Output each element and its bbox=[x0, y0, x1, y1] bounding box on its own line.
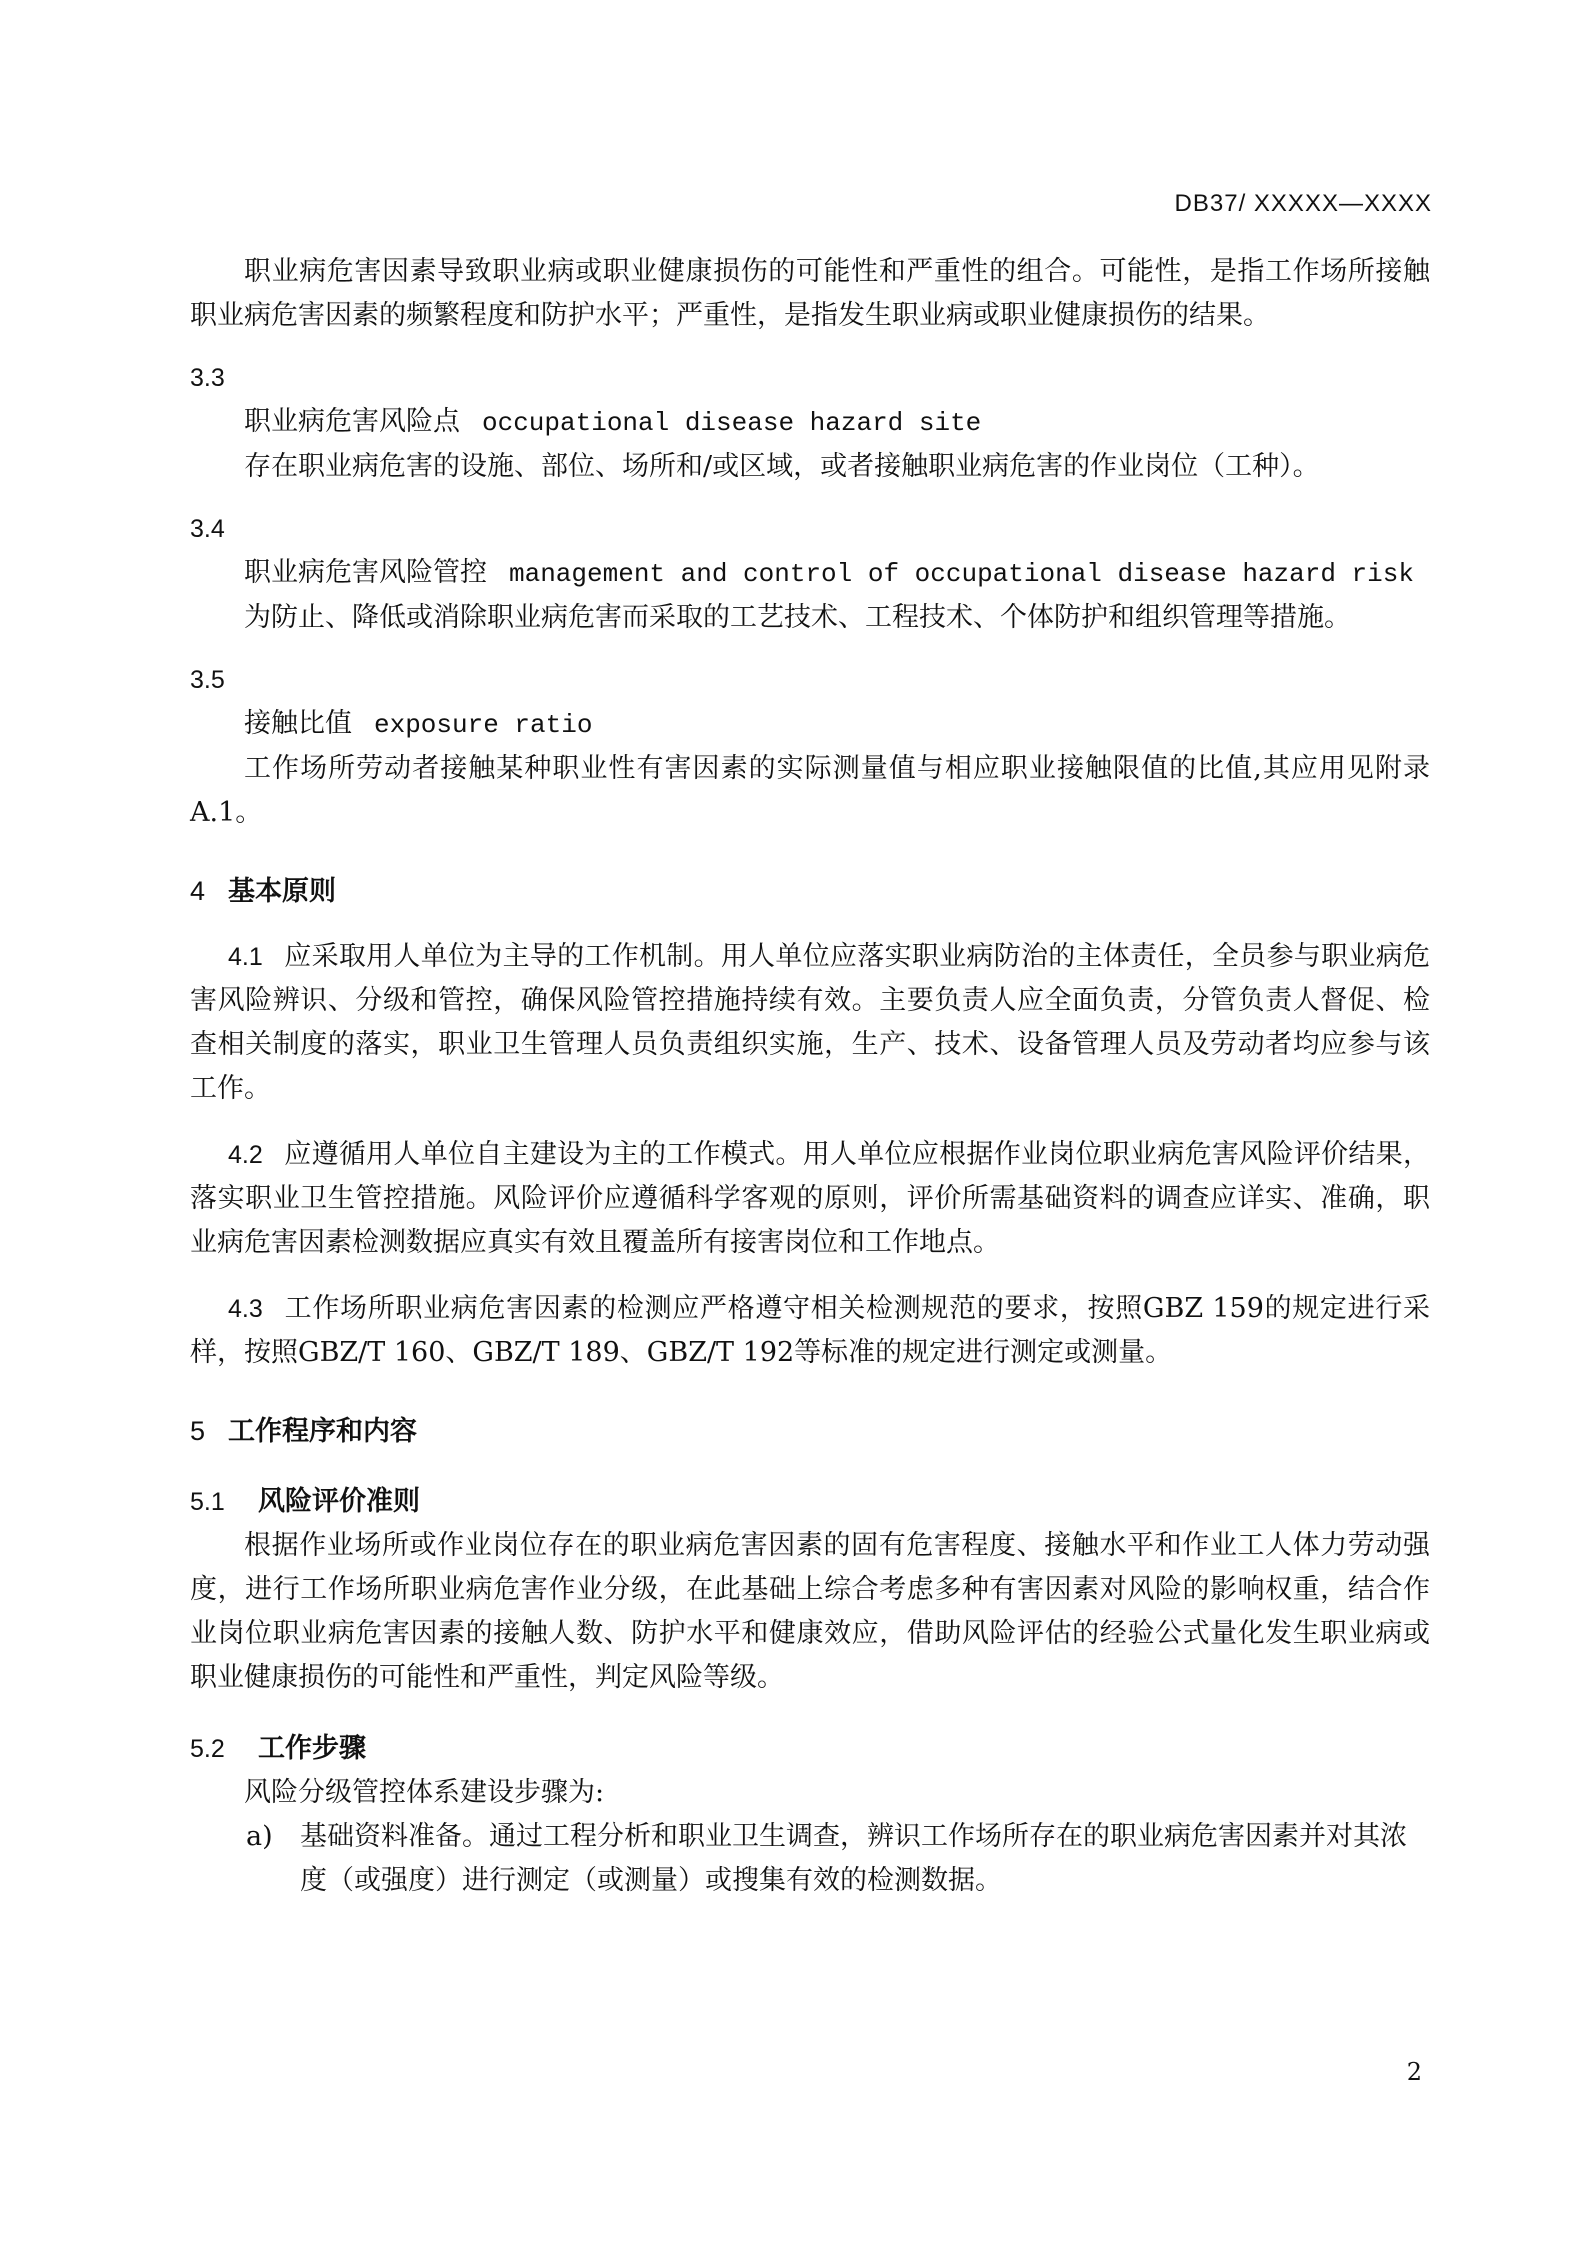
document-code: DB37/ XXXXX—XXXX bbox=[1174, 190, 1432, 217]
subsection-title: 风险评价准则 bbox=[258, 1486, 420, 1516]
page-content bbox=[190, 250, 1430, 1903]
clause-number: 4.1 bbox=[228, 943, 263, 971]
subsection-number: 5.2 bbox=[190, 1735, 225, 1763]
term-zh: 职业病危害风险点 bbox=[244, 406, 460, 437]
term-title bbox=[190, 400, 1430, 445]
section-number: 5 bbox=[190, 1416, 206, 1446]
intro-definition: 职业病危害因素导致职业病或职业健康损伤的可能性和严重性的组合。可能性，是指工作场所接触职业病危害因素的频繁程度和防护水平；严重性，是指发生职业病或职业健康损伤的结果。 bbox=[190, 256, 1430, 331]
section-5-heading bbox=[190, 1409, 1430, 1453]
list-item bbox=[190, 1815, 1430, 1903]
clause-4-2 bbox=[190, 1133, 1430, 1265]
clause-text: 应采取用人单位为主导的工作机制。用人单位应落实职业病防治的主体责任，全员参与职业病危害风险辨识、分级和管控，确保风险管控措施持续有效。主要负责人应全面负责，分管负责人督促、检查相关制度的落实，职业卫生管理人员负责组织实施，生产、技术、设备管理人员及劳动者均应参与该工作。 bbox=[190, 941, 1430, 1104]
term-zh: 接触比值 bbox=[244, 708, 352, 739]
term-3-5 bbox=[190, 658, 1430, 835]
term-definition: 为防止、降低或消除职业病危害而采取的工艺技术、工程技术、个体防护和组织管理等措施。 bbox=[244, 602, 1351, 633]
term-en: occupational disease hazard site bbox=[482, 408, 982, 438]
list-marker: a) bbox=[246, 1821, 273, 1852]
clause-4-1 bbox=[190, 935, 1430, 1111]
term-title bbox=[190, 702, 1430, 747]
section-number: 4 bbox=[190, 876, 206, 906]
term-number: 3.4 bbox=[190, 515, 225, 543]
clause-text: 应遵循用人单位自主建设为主的工作模式。用人单位应根据作业岗位职业病危害风险评价结果，落实职业卫生管控措施。风险评价应遵循科学客观的原则，评价所需基础资料的调查应详实、准确，职业病危害因素检测数据应真实有效且覆盖所有接害岗位和工作地点。 bbox=[190, 1139, 1430, 1258]
list-item-text: 基础资料准备。通过工程分析和职业卫生调查，辨识工作场所存在的职业病危害因素并对其浓度（或强度）进行测定（或测量）或搜集有效的检测数据。 bbox=[300, 1821, 1407, 1896]
term-number: 3.5 bbox=[190, 666, 225, 694]
subsection-title: 工作步骤 bbox=[258, 1733, 366, 1763]
clause-number: 4.3 bbox=[228, 1295, 263, 1323]
clause-number: 4.2 bbox=[228, 1141, 263, 1169]
term-3-4 bbox=[190, 507, 1430, 640]
term-en: exposure ratio bbox=[374, 710, 593, 740]
subsection-5-1-heading bbox=[190, 1479, 1430, 1524]
clause-4-3 bbox=[190, 1287, 1430, 1375]
subsection-5-1-text: 根据作业场所或作业岗位存在的职业病危害因素的固有危害程度、接触水平和作业工人体力劳动强度，进行工作场所职业病危害作业分级，在此基础上综合考虑多种有害因素对风险的影响权重，结合作业岗位职业病危害因素的接触人数、防护水平和健康效应，借助风险评估的经验公式量化发生职业病或职业健康损伤的可能性和严重性，判定风险等级。 bbox=[190, 1530, 1430, 1693]
subsection-5-2-intro: 风险分级管控体系建设步骤为: bbox=[244, 1777, 605, 1808]
term-3-3 bbox=[190, 356, 1430, 489]
subsection-number: 5.1 bbox=[190, 1488, 225, 1516]
section-title: 工作程序和内容 bbox=[228, 1416, 417, 1446]
term-zh: 职业病危害风险管控 bbox=[244, 557, 487, 588]
term-en: management and control of occupational disease hazard risk bbox=[509, 559, 1414, 589]
term-definition: 工作场所劳动者接触某种职业性有害因素的实际测量值与相应职业接触限值的比值,其应用见附录A.1。 bbox=[190, 753, 1430, 828]
term-number: 3.3 bbox=[190, 364, 225, 392]
page-number: 2 bbox=[1406, 2058, 1422, 2086]
term-definition: 存在职业病危害的设施、部位、场所和/或区域，或者接触职业病危害的作业岗位（工种）。 bbox=[244, 451, 1320, 482]
term-title bbox=[190, 551, 1430, 596]
clause-text: 工作场所职业病危害因素的检测应严格遵守相关检测规范的要求，按照GBZ 159的规定进行采样，按照GBZ/T 160、GBZ/T 189、GBZ/T 192等标准的规定进行测定或测量。 bbox=[190, 1293, 1430, 1368]
subsection-5-2-heading bbox=[190, 1726, 1430, 1771]
section-4-heading bbox=[190, 869, 1430, 913]
section-title: 基本原则 bbox=[228, 876, 336, 906]
